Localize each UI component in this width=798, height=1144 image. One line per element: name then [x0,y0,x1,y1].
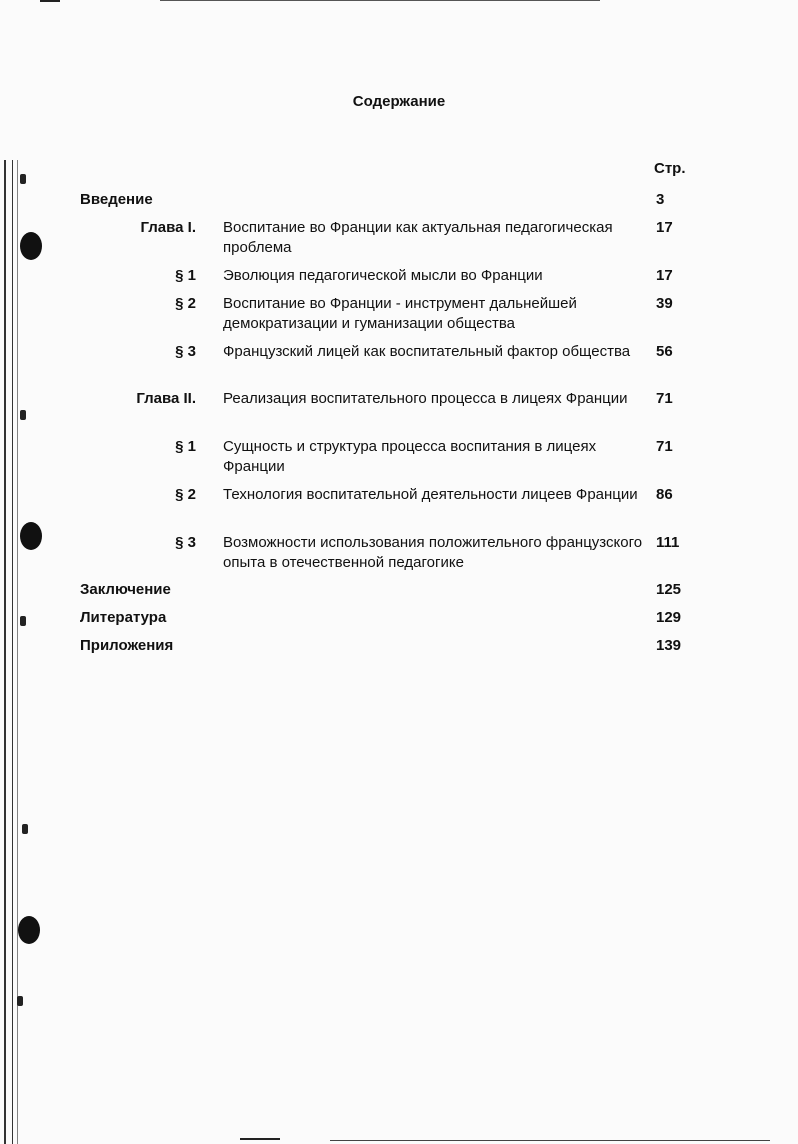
toc-entry-label: Глава II. [136,390,196,407]
toc-entry-page: 139 [656,637,682,654]
punch-hole [18,916,40,944]
toc-entry-label: § 2 [175,295,196,312]
punch-hole [20,232,42,260]
scan-artifact [330,1140,770,1141]
binding-line [4,160,6,1144]
toc-entry-label: Приложения [80,637,174,654]
scan-artifact [240,1138,280,1140]
binding-mark [20,410,26,420]
scan-artifact [160,0,600,1]
toc-entry-page: 125 [656,581,682,598]
toc-entry-text: Французский лицей как воспитательный фактор общества [223,343,631,360]
toc-entry-label: Введение [80,191,153,208]
binding-line [12,160,13,1144]
binding-mark [20,616,26,626]
toc-entry-text: Реализация воспитательного процесса в лицеях Франции [223,390,628,407]
page-column-label: Стр. [654,160,686,177]
toc-entry-page: 3 [656,191,665,208]
toc-entry-page: 71 [656,438,673,455]
toc-entry-text: Воспитание во Франции - инструмент дальнейшей демократизации и гуманизации общества [223,295,577,332]
toc-entry-label: § 1 [175,438,196,455]
toc-entry-page: 17 [656,267,673,284]
toc-entry-text: Сущность и структура процесса воспитания в лицеях Франции [223,438,597,475]
toc-entry-label: Литература [80,609,167,626]
binding-edge [0,160,30,1144]
toc-entry-text: Эволюция педагогической мысли во Франции [223,267,543,284]
toc-entry-label: Заключение [80,581,171,598]
punch-hole [20,522,42,550]
toc-entry-label: § 3 [175,534,196,551]
toc-entry-label: § 3 [175,343,196,360]
binding-mark [17,996,23,1006]
toc-entry-label: § 2 [175,486,196,503]
toc-entry-text: Возможности использования положительного французского опыта в отечественной педагогике [223,534,643,571]
toc-entry-text: Воспитание во Франции как актуальная педагогическая проблема [223,219,613,256]
binding-mark [20,174,26,184]
toc-entry-page: 56 [656,343,673,360]
toc-entry-text: Технология воспитательной деятельности лицеев Франции [223,486,638,503]
binding-mark [22,824,28,834]
toc-entry-page: 129 [656,609,682,626]
toc-entry-page: 17 [656,219,673,236]
toc-entry-page: 71 [656,390,673,407]
scan-artifact [40,0,60,2]
toc-entry-page: 39 [656,295,673,312]
toc-entry-page: 86 [656,486,673,503]
toc-entry-label: Глава I. [140,219,196,236]
toc-entry-label: § 1 [175,267,196,284]
page-title: Содержание [352,93,446,110]
toc-entry-page: 111 [656,534,680,551]
